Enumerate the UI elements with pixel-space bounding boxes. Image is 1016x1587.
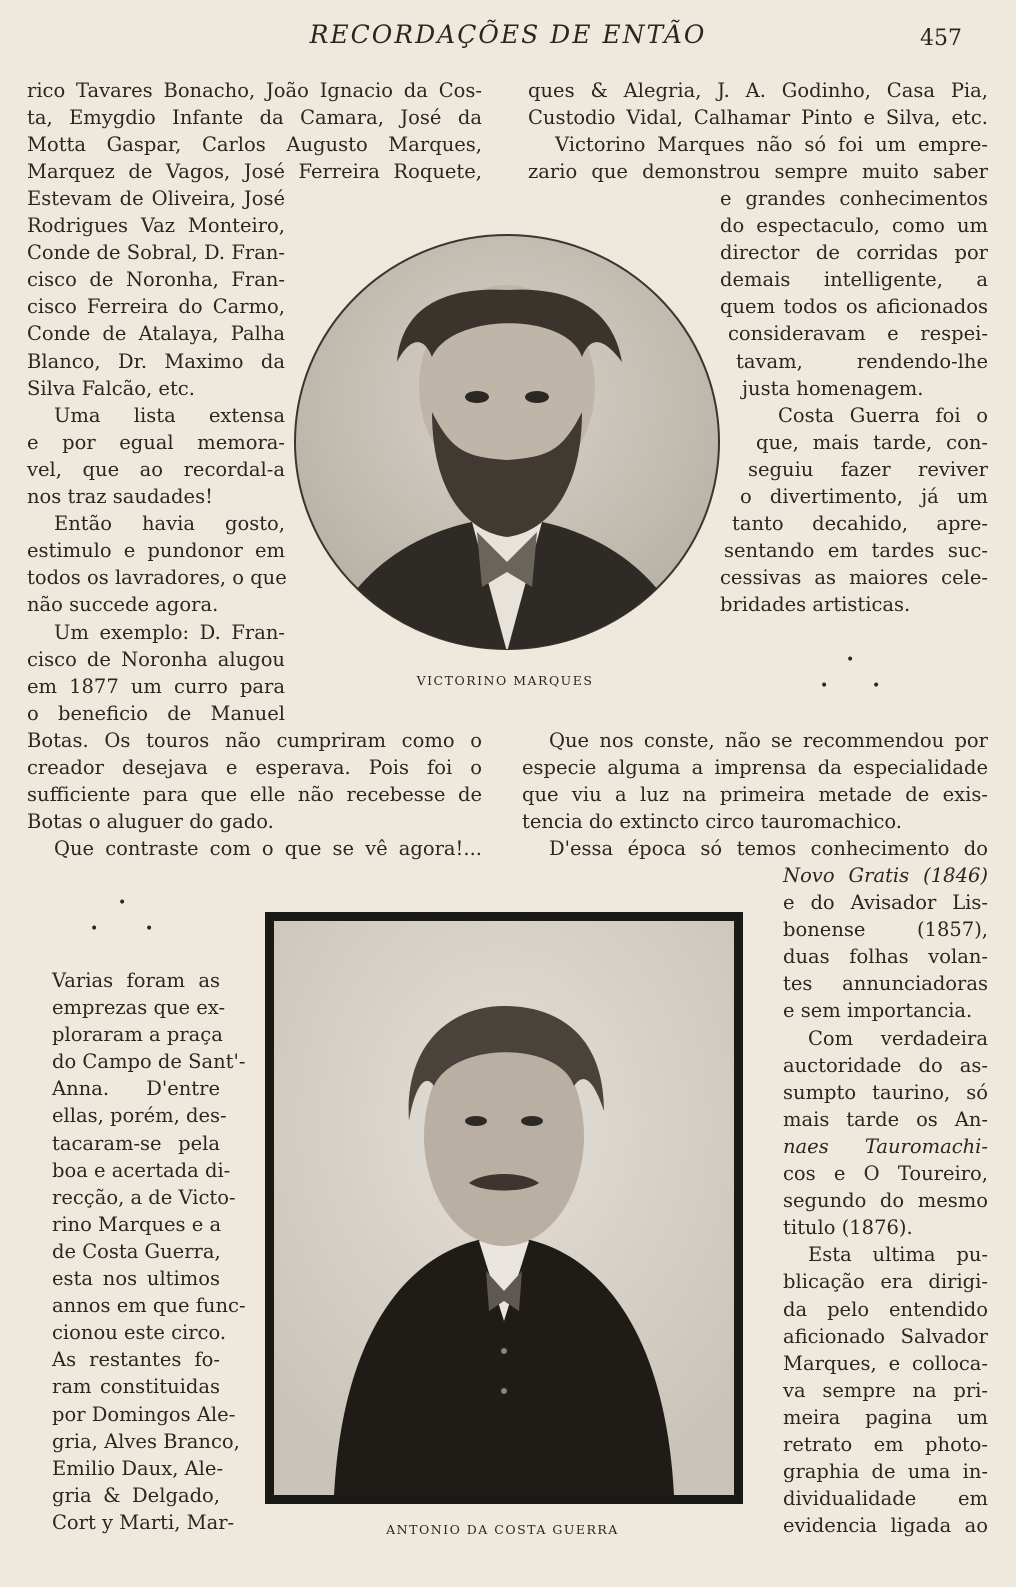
- text-line: segundo do mesmo: [783, 1189, 988, 1213]
- text-line: Motta Gaspar, Carlos Augusto Marques,: [27, 133, 482, 157]
- text-line: titulo (1876).: [783, 1216, 913, 1240]
- text-line: Custodio Vidal, Calhamar Pinto e Silva, etc.: [528, 106, 988, 130]
- text-line: especie alguma a imprensa da especialidade: [522, 756, 988, 780]
- text-line: estimulo e pundonor em: [27, 539, 285, 563]
- text-line: rico Tavares Bonacho, João Ignacio da Cos-: [27, 79, 482, 102]
- section-ornament: •: [846, 652, 855, 668]
- left-column-wrap-1: [27, 185, 285, 727]
- text-line: cionou este circo.: [52, 1321, 227, 1345]
- text-line: evidencia ligada ao: [783, 1514, 988, 1538]
- text-line: auctoridade do as-: [783, 1053, 988, 1077]
- right-column-top: [528, 77, 988, 185]
- text-line: Então havia gosto,: [54, 512, 285, 536]
- text-line: o divertimento, já um: [740, 485, 988, 509]
- section-ornament: •: [118, 895, 127, 911]
- text-line: Que nos conste, não se recommendou por: [549, 729, 988, 752]
- portrait-photo: [274, 921, 734, 1495]
- text-line: esta nos ultimos: [52, 1267, 220, 1291]
- portrait-antonio-da-costa-guerra: [265, 912, 743, 1504]
- text-line: bridades artisticas.: [720, 593, 911, 617]
- eye-shape: [525, 391, 549, 403]
- text-line: de Costa Guerra,: [52, 1239, 221, 1263]
- text-line: e grandes conhecimentos: [720, 187, 988, 210]
- portrait-caption: ANTONIO DA COSTA GUERRA: [386, 1522, 619, 1537]
- text-line: do Campo de Sant'-: [52, 1050, 246, 1074]
- right-column-mid: [522, 727, 988, 862]
- text-line: Estevam de Oliveira, José: [27, 187, 285, 210]
- text-line: cisco Ferreira do Carmo,: [27, 295, 285, 319]
- text-line: meira pagina um: [783, 1405, 988, 1429]
- text-line: cessivas as maiores cele-: [720, 566, 988, 590]
- text-line: blicação era dirigi-: [783, 1270, 988, 1294]
- text-line: gria, Alves Branco,: [52, 1429, 240, 1453]
- text-line: Cort y Marti, Mar-: [52, 1510, 235, 1534]
- text-line: justa homenagem.: [742, 376, 924, 400]
- section-ornament: •: [872, 678, 881, 694]
- text-line: Uma lista extensa: [54, 403, 285, 427]
- text-line: Conde de Sobral, D. Fran-: [27, 241, 285, 265]
- left-column-wrap-2: [52, 967, 246, 1536]
- text-line: bonense (1857),: [783, 918, 988, 942]
- text-line: rino Marques e a: [52, 1212, 222, 1236]
- text-line: que viu a luz na primeira metade de exis-: [522, 783, 988, 807]
- text-line: e do Avisador Lis-: [783, 891, 988, 915]
- text-line: Que contraste com o que se vê agora!...: [54, 837, 482, 861]
- text-line: creador desejava e esperava. Pois foi o: [27, 756, 482, 780]
- portrait-caption: VICTORINO MARQUES: [416, 673, 594, 688]
- text-line: sufficiente para que elle não recebesse de: [27, 783, 482, 807]
- text-line: tavam, rendendo-lhe: [736, 349, 988, 373]
- text-line: por Domingos Ale-: [52, 1402, 236, 1426]
- text-line: mais tarde os An-: [783, 1107, 988, 1131]
- text-line: Marques, e colloca-: [783, 1351, 988, 1375]
- text-line: quem todos os aficionados: [720, 295, 988, 319]
- text-line: Conde de Atalaya, Palha: [27, 322, 285, 346]
- eye-shape: [465, 391, 489, 403]
- button-shape: [501, 1388, 507, 1394]
- text-line: gria & Delgado,: [52, 1483, 220, 1507]
- text-line: tanto decahido, apre-: [732, 512, 988, 536]
- text-line: zario que demonstrou sempre muito saber: [528, 160, 988, 184]
- text-line: dividualidade em: [783, 1487, 988, 1511]
- text-line: director de corridas por: [720, 241, 988, 265]
- text-line: recção, a de Victo-: [52, 1185, 236, 1209]
- button-shape: [501, 1348, 507, 1354]
- running-header: RECORDAÇÕES DE ENTÃO: [309, 20, 707, 49]
- text-line: sumpto taurino, só: [783, 1080, 988, 1104]
- text-line: retrato em photo-: [783, 1432, 988, 1456]
- right-column-wrap-1: [720, 185, 988, 619]
- section-ornament: •: [820, 678, 829, 694]
- text-line: Victorino Marques não só foi um empre-: [555, 133, 988, 157]
- text-line: tencia do extincto circo tauromachico.: [522, 810, 902, 834]
- text-line: Rodrigues Vaz Monteiro,: [27, 214, 285, 238]
- text-line: Costa Guerra foi o: [778, 403, 988, 427]
- portrait-victorino-marques: [292, 232, 722, 652]
- eye-shape: [465, 1116, 487, 1126]
- page-number: 457: [920, 26, 962, 51]
- text-line: boa e acertada di-: [52, 1158, 231, 1182]
- text-line: Com verdadeira: [808, 1026, 988, 1050]
- text-line: tacaram-se pela: [52, 1131, 220, 1155]
- text-line: Silva Falcão, etc.: [27, 376, 195, 400]
- text-line: cos e O Toureiro,: [783, 1162, 988, 1186]
- text-line: naes Tauromachi-: [783, 1134, 988, 1158]
- text-line: duas folhas volan-: [783, 945, 988, 969]
- text-line: vel, que ao recordal-a: [27, 457, 285, 481]
- text-line: do espectaculo, como um: [720, 214, 988, 238]
- text-line: cisco de Noronha alugou: [27, 647, 285, 671]
- text-line: seguiu fazer reviver: [748, 457, 988, 481]
- text-line: todos os lavradores, o que: [27, 566, 287, 590]
- text-line: Botas. Os touros não cumpriram como o: [27, 729, 482, 752]
- text-line: Emilio Daux, Ale-: [52, 1456, 224, 1480]
- left-column-top: [27, 77, 482, 185]
- text-line: ploraram a praça: [52, 1023, 223, 1047]
- right-column-wrap-2: [783, 862, 988, 1539]
- text-line: e por egual memora-: [27, 430, 285, 454]
- text-line: ellas, porém, des-: [52, 1104, 227, 1128]
- left-column-mid: [27, 727, 482, 862]
- text-line: cisco de Noronha, Fran-: [27, 268, 285, 292]
- text-line: da pelo entendido: [783, 1297, 988, 1321]
- text-line: Botas o aluguer do gado.: [27, 810, 274, 834]
- text-line: o beneficio de Manuel: [27, 701, 285, 725]
- text-line: sentando em tardes suc-: [724, 539, 988, 563]
- text-line: Esta ultima pu-: [808, 1243, 988, 1267]
- text-line: e sem importancia.: [783, 999, 973, 1023]
- text-line: va sempre na pri-: [783, 1378, 988, 1402]
- text-line: emprezas que ex-: [52, 996, 226, 1020]
- text-line: ques & Alegria, J. A. Godinho, Casa Pia,: [528, 79, 988, 102]
- text-line: annos em que func-: [52, 1294, 246, 1318]
- text-line: tes annunciadoras: [783, 972, 988, 996]
- text-line: em 1877 um curro para: [27, 674, 285, 698]
- section-ornament: •: [145, 921, 154, 937]
- text-line: Marquez de Vagos, José Ferreira Roquete,: [27, 160, 482, 184]
- eye-shape: [521, 1116, 543, 1126]
- text-line: não succede agora.: [27, 593, 219, 617]
- text-line: Anna. D'entre: [52, 1077, 220, 1101]
- text-line: Blanco, Dr. Maximo da: [27, 349, 285, 373]
- text-line: que, mais tarde, con-: [756, 430, 988, 454]
- text-line: ta, Emygdio Infante da Camara, José da: [27, 106, 482, 130]
- text-line: aficionado Salvador: [783, 1324, 988, 1348]
- text-line: ram constituidas: [52, 1375, 220, 1399]
- text-line: demais intelligente, a: [720, 268, 988, 292]
- text-line: graphia de uma in-: [783, 1460, 988, 1484]
- section-ornament: •: [90, 921, 99, 937]
- text-line: Varias foram as: [52, 969, 220, 992]
- text-line: Um exemplo: D. Fran-: [54, 620, 285, 644]
- text-line: nos traz saudades!: [27, 485, 213, 509]
- text-line: consideravam e respei-: [728, 322, 988, 346]
- text-line: As restantes fo-: [52, 1348, 220, 1372]
- text-line: Novo Gratis (1846): [783, 864, 988, 887]
- text-line: D'essa época só temos conhecimento do: [549, 837, 988, 861]
